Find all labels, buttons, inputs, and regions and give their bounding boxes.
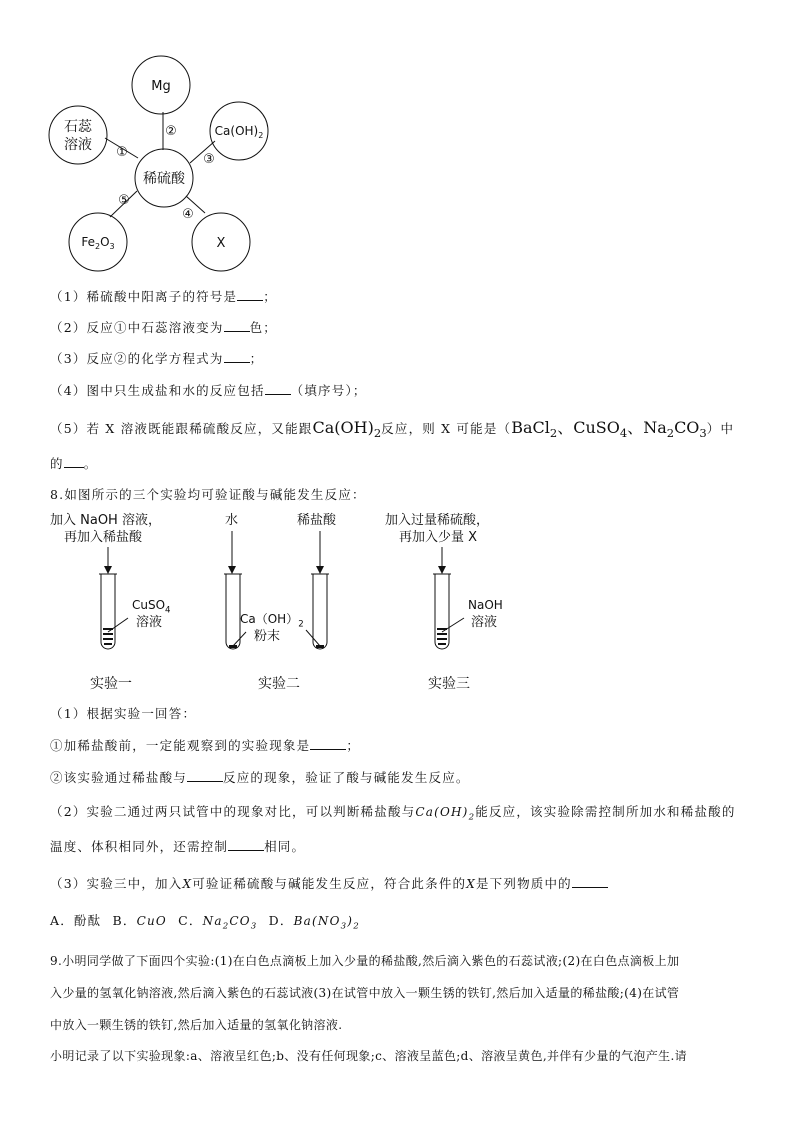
q7-part2: （2）反应①中石蕊溶液变为 色； bbox=[50, 320, 277, 335]
formula-options: BaCl$_2$、CuSO$_4$、$Na_2CO_3$ bbox=[511, 418, 707, 441]
answer-blank[interactable] bbox=[228, 837, 264, 851]
q8-sub1a: ①加稀盐酸前，一定能观察到的实验现象是 ； bbox=[50, 738, 361, 753]
option-c[interactable]: C．$Na_2CO_3$ bbox=[178, 913, 258, 932]
q9-line4: 小明记录了以下实验现象:a、溶液呈红色;b、没有任何现象;c、溶液呈蓝色;d、溶液呈黄色,并伴有少量的气泡产生.请 bbox=[50, 1049, 687, 1063]
edge-label-2: ② bbox=[165, 124, 177, 139]
center-label: 稀硫酸 bbox=[143, 171, 185, 187]
exp1-instruction-1: 加入 NaOH 溶液， bbox=[50, 513, 161, 528]
q7-part1: （1）稀硫酸中阳离子的符号是 ； bbox=[50, 289, 277, 304]
answer-blank[interactable] bbox=[224, 349, 250, 363]
exp3-instruction-1: 加入过量稀硫酸， bbox=[385, 513, 490, 528]
reaction-diagram bbox=[0, 0, 300, 280]
litmus-node bbox=[49, 106, 107, 164]
q8-options bbox=[50, 911, 360, 931]
exp3-solution-label-2: 溶液 bbox=[471, 615, 498, 630]
variable-x: X bbox=[466, 877, 476, 891]
test-tube-exp3 bbox=[435, 574, 449, 649]
variable-x: X bbox=[182, 877, 193, 891]
liquid-exp1 bbox=[103, 628, 113, 645]
q9-line3: 中放入一颗生锈的铁钉,然后加入适量的氢氧化钠溶液. bbox=[50, 1018, 343, 1032]
q7-part3: （3）反应②的化学方程式为 ； bbox=[50, 351, 264, 366]
exp2-water-label: 水 bbox=[225, 513, 239, 528]
answer-blank[interactable] bbox=[572, 874, 608, 888]
exp3-solution-label: NaOH bbox=[468, 598, 503, 612]
litmus-label-1: 石蕊 bbox=[64, 119, 92, 135]
caoh2-label: $Ca(OH)_2$ bbox=[214, 124, 264, 140]
edge-label-3: ③ bbox=[203, 152, 215, 167]
q9-line1: 9.小明同学做了下面四个实验:(1)在白色点滴板上加入少量的稀盐酸,然后滴入紫色的石蕊试液;(2)在白色点滴板上加 bbox=[50, 954, 680, 968]
exp2-acid-label: 稀盐酸 bbox=[297, 513, 337, 528]
formula-caoh2-italic: $Ca(OH)_2$ bbox=[415, 805, 476, 823]
mg-label: Mg bbox=[151, 79, 171, 94]
q8-sub3: （3）实验三中，加入X可验证稀硫酸与碱能发生反应，符合此条件的X是下列物质中的 bbox=[50, 874, 608, 892]
edge-label-5: ⑤ bbox=[118, 193, 130, 208]
formula-caoh2: $Ca(OH)_2$ bbox=[312, 418, 382, 441]
exp2-solid-label: $Ca(OH)_2$ bbox=[240, 612, 304, 630]
fe2o3-label: $Fe_2O_3$ bbox=[81, 235, 115, 251]
answer-blank[interactable] bbox=[310, 736, 346, 750]
q8-title: 8.如图所示的三个实验均可验证酸与碱能发生反应： bbox=[50, 487, 366, 502]
q9-line2: 入少量的氢氧化钠溶液,然后滴入紫色的石蕊试液(3)在试管中放入一颗生锈的铁钉,然后加入适量的稀盐酸;(4)在试管 bbox=[50, 986, 680, 1000]
q8-sub1b: ②该实验通过稀盐酸与 反应的现象，验证了酸与碱能发生反应。 bbox=[50, 770, 470, 785]
exp3-caption: 实验三 bbox=[428, 676, 470, 692]
exp1-solution-label-2: 溶液 bbox=[136, 615, 163, 630]
edge-label-1: ① bbox=[116, 145, 128, 160]
exp1-instruction-2: 再加入稀盐酸 bbox=[64, 530, 143, 545]
powder-exp2 bbox=[229, 645, 324, 648]
option-a[interactable]: A．酚酞 bbox=[50, 913, 102, 928]
edge-label-4: ④ bbox=[182, 207, 194, 222]
test-tube-exp1 bbox=[101, 574, 115, 649]
exp1-caption: 实验一 bbox=[90, 676, 132, 692]
exp3-instruction-2: 再加入少量 X bbox=[399, 530, 478, 545]
q8-sub2: （2）实验二通过两只试管中的现象对比，可以判断稀盐酸与$Ca(OH)_2$能反应，该实验除需控制所加水和稀盐酸的 bbox=[50, 804, 736, 823]
option-b[interactable]: B．CuO bbox=[112, 913, 167, 928]
liquid-exp3 bbox=[437, 628, 447, 645]
test-tube-exp2-left bbox=[226, 574, 240, 649]
litmus-label-2: 溶液 bbox=[64, 137, 92, 153]
exp1-solution-label: CuSO$_4$ bbox=[132, 598, 171, 616]
test-tube-exp2-right bbox=[313, 574, 327, 649]
answer-blank[interactable] bbox=[64, 454, 84, 468]
q7-part5: （5）若 X 溶液既能跟稀硫酸反应，又能跟$Ca(OH)_2$反应，则 X 可能是（BaCl$_2$、CuSO$_4$、$Na_2CO_3$）中 bbox=[50, 418, 735, 441]
q8-sub2-cont: 温度、体积相同外，还需控制 相同。 bbox=[50, 839, 306, 854]
option-d[interactable]: D．$Ba(NO_3)_2$ bbox=[268, 913, 360, 932]
x-label: X bbox=[216, 236, 226, 251]
answer-blank[interactable] bbox=[224, 318, 250, 332]
answer-blank[interactable] bbox=[187, 768, 223, 782]
q8-sub1: （1）根据实验一回答： bbox=[50, 706, 197, 721]
q7-part5-cont: 的 。 bbox=[50, 456, 98, 471]
exp2-solid-label-2: 粉末 bbox=[254, 629, 281, 644]
answer-blank[interactable] bbox=[237, 287, 263, 301]
answer-blank[interactable] bbox=[265, 381, 291, 395]
q7-part4: （4）图中只生成盐和水的反应包括 （填序号）； bbox=[50, 383, 367, 398]
exp2-caption: 实验二 bbox=[258, 676, 300, 692]
